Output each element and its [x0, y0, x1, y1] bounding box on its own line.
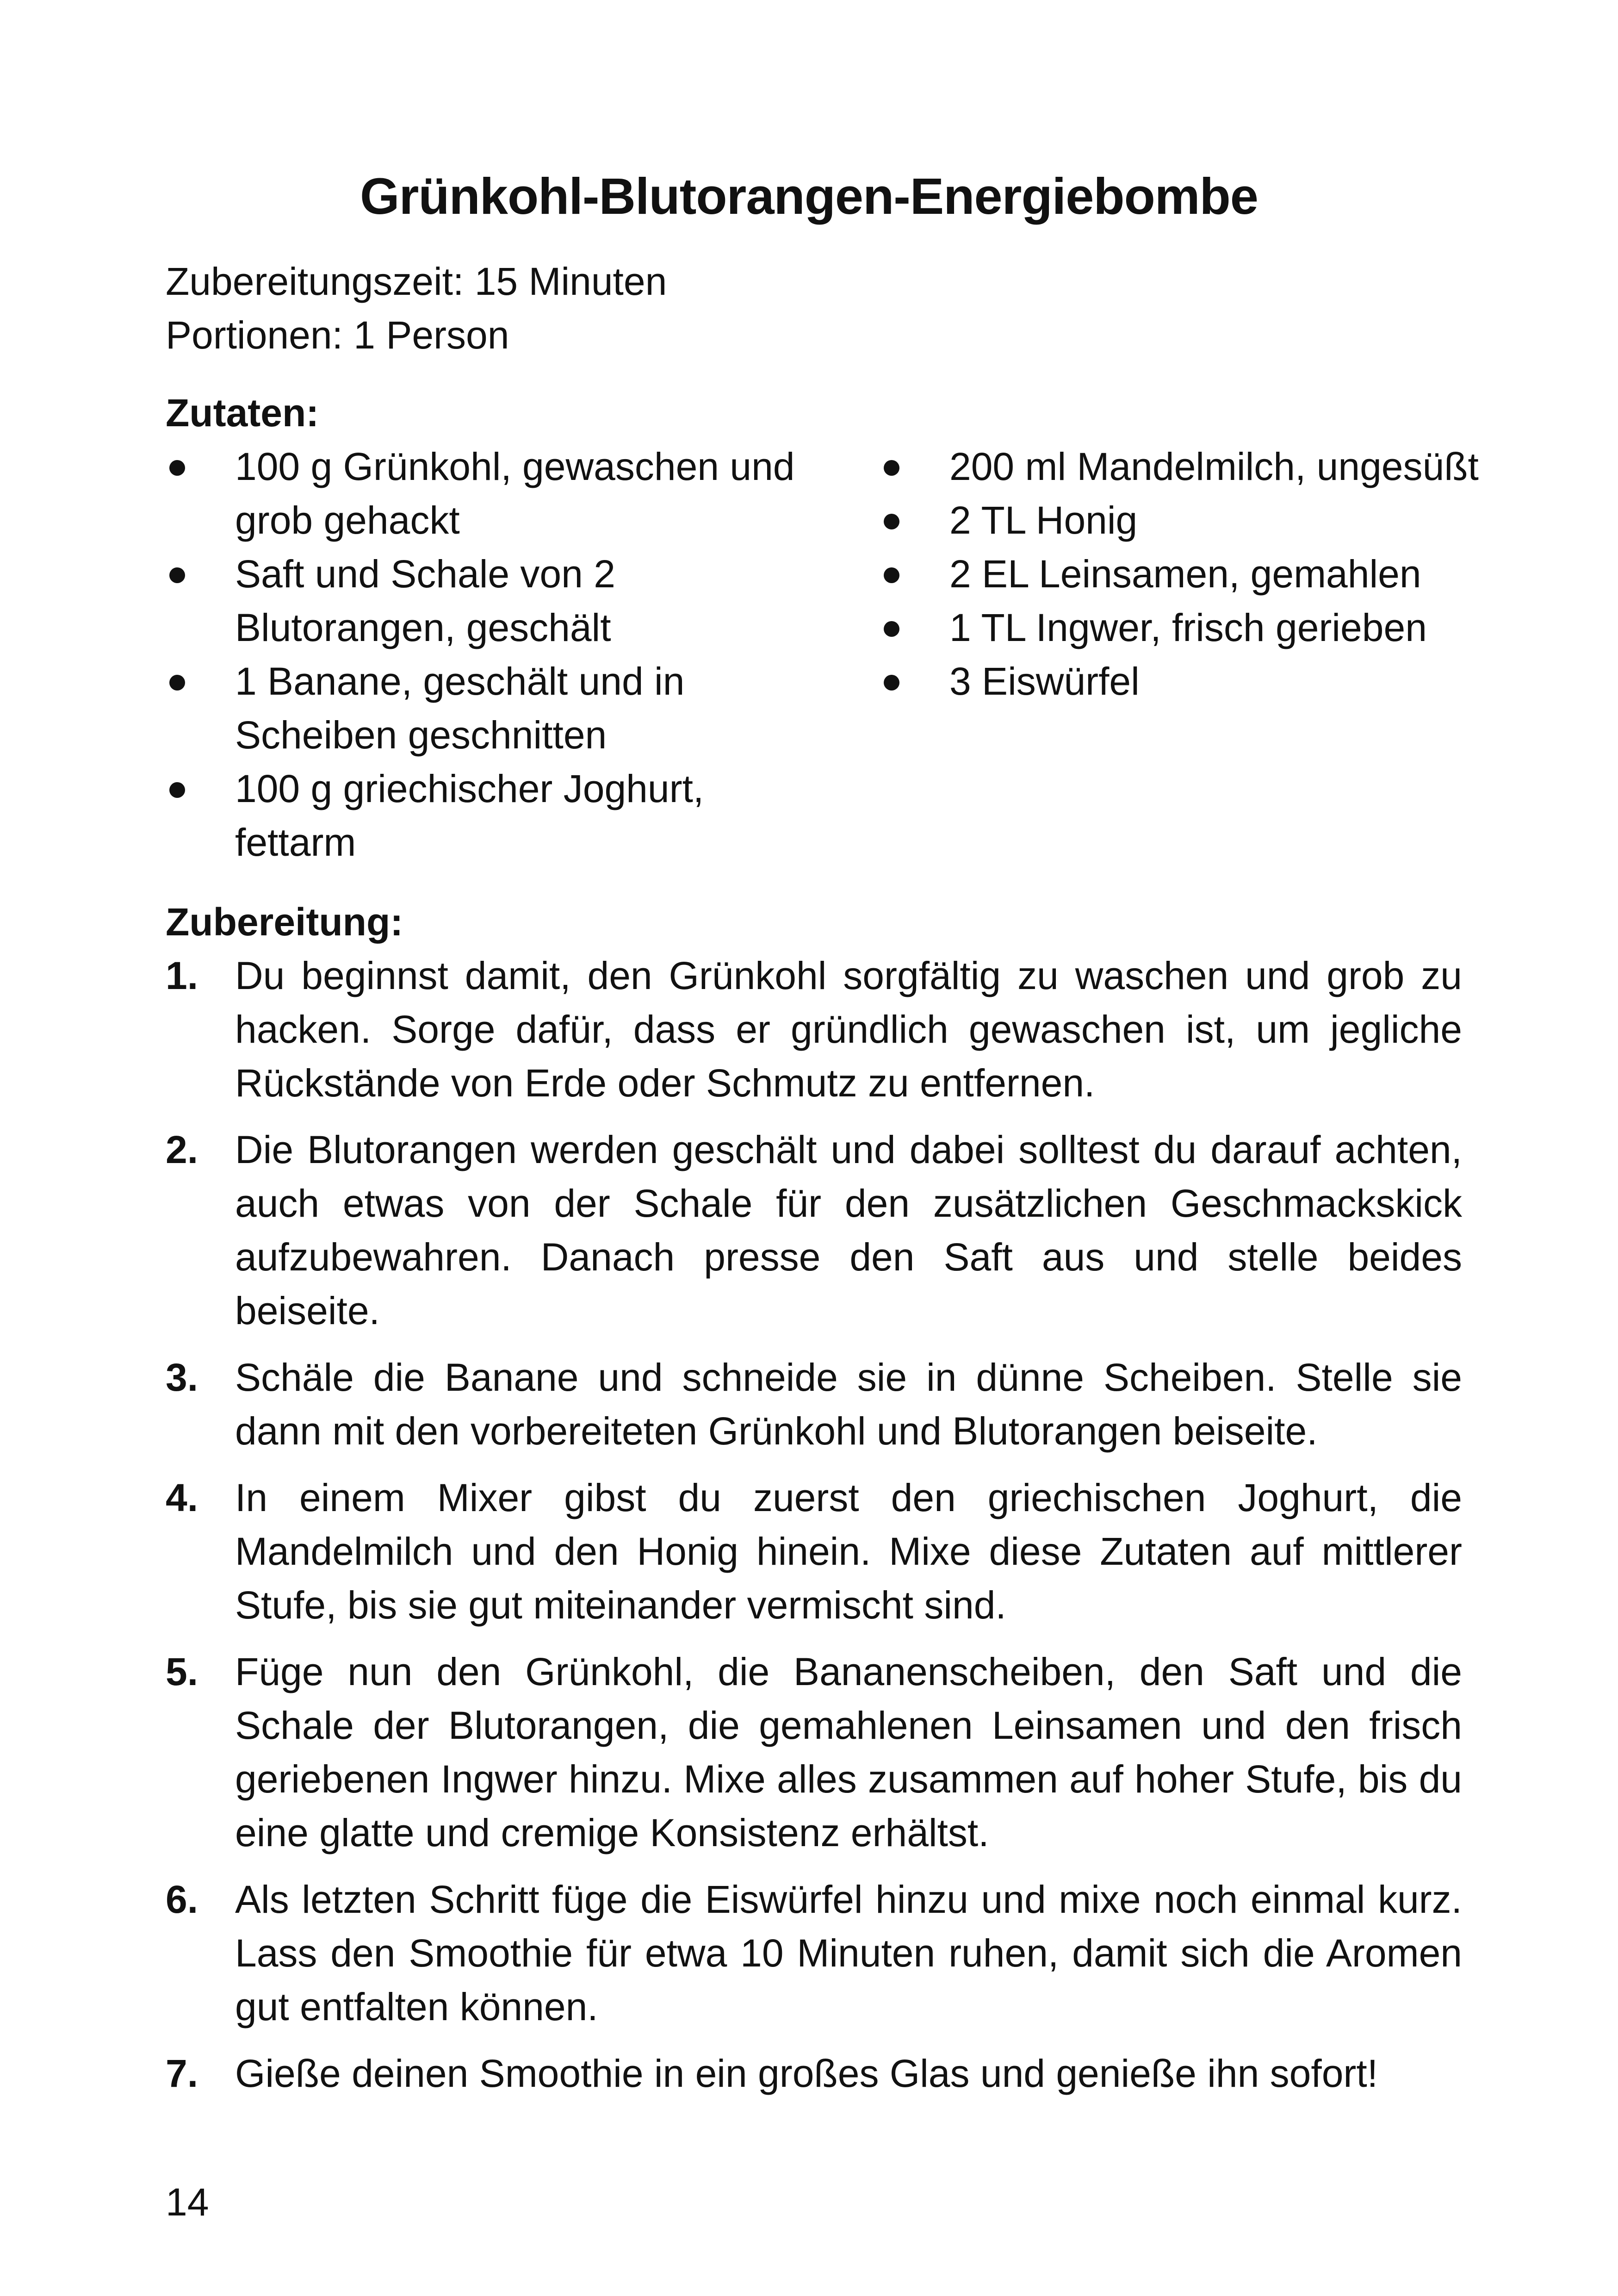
page-number: 14	[166, 2180, 209, 2224]
step-item	[166, 1350, 1462, 1458]
ingredient-item: 3 Eiswürfel	[949, 660, 1140, 703]
step-number: 1.	[166, 954, 198, 997]
step-item	[166, 1471, 1462, 1632]
ingredient-item: Saft und Schale von 2 Blutorangen, geschält	[235, 552, 615, 649]
step-number: 2.	[166, 1128, 198, 1171]
ingredient-item: 100 g griechischer Joghurt, fettarm	[235, 767, 704, 864]
step-number: 6.	[166, 1878, 198, 1921]
step-number: 4.	[166, 1476, 198, 1519]
recipe-title: Grünkohl-Blutorangen-Energiebombe	[360, 168, 1258, 225]
step-item	[166, 1645, 1462, 1860]
recipe-meta	[166, 255, 667, 362]
step-text: Als letzten Schritt füge die Eiswürfel hinzu und mixe noch einmal kurz. Lass den Smoothie für etwa 10 Minuten ruhen, damit sich die Aromen gut entfalten können.	[235, 1878, 1462, 2028]
step-number: 3.	[166, 1356, 198, 1399]
step-item	[166, 1123, 1462, 1338]
step-text: Die Blutorangen werden geschält und dabei solltest du darauf achten, auch etwas von der Schale für den zusätzlichen Geschmackskick aufzubewahren. Danach presse den Saft aus und stelle beides beiseite.	[235, 1128, 1462, 1332]
prep-time: Zubereitungszeit: 15 Minuten	[166, 260, 667, 303]
step-text: Du beginnst damit, den Grünkohl sorgfältig zu waschen und grob zu hacken. Sorge dafür, dass er gründlich gewaschen ist, um jegliche Rückstände von Erde oder Schmutz zu entfernen.	[235, 954, 1462, 1105]
step-item	[166, 1873, 1462, 2034]
step-text: Gieße deinen Smoothie in ein großes Glas und genieße ihn sofort!	[235, 2052, 1378, 2095]
ingredient-item: 1 TL Ingwer, frisch gerieben	[949, 606, 1427, 649]
step-text: Füge nun den Grünkohl, die Bananenscheiben, den Saft und die Schale der Blutorangen, die gemahlenen Leinsamen und den frisch geriebenen Ingwer hinzu. Mixe alles zusammen auf hoher Stufe, bis du eine glatte und cremige Konsistenz erhältst.	[235, 1650, 1462, 1854]
portions: Portionen: 1 Person	[166, 313, 509, 357]
ingredient-item: 2 EL Leinsamen, gemahlen	[949, 552, 1421, 596]
ingredient-item: 200 ml Mandelmilch, ungesüßt	[949, 445, 1479, 488]
step-number: 7.	[166, 2052, 198, 2095]
step-item	[166, 949, 1462, 1110]
ingredient-item: 2 TL Honig	[949, 498, 1138, 542]
preparation-heading: Zubereitung:	[166, 900, 403, 944]
ingredient-item: 1 Banane, geschält und in Scheiben geschnitten	[235, 660, 685, 757]
ingredients-list-left	[166, 440, 813, 869]
ingredient-item: 100 g Grünkohl, gewaschen und grob gehackt	[235, 445, 795, 542]
step-item	[166, 2047, 1462, 2100]
step-text: Schäle die Banane und schneide sie in dünne Scheiben. Stelle sie dann mit den vorbereiteten Grünkohl und Blutorangen beiseite.	[235, 1356, 1462, 1453]
step-number: 5.	[166, 1650, 198, 1693]
preparation-steps	[166, 949, 1462, 2113]
step-text: In einem Mixer gibst du zuerst den griechischen Joghurt, die Mandelmilch und den Honig hinein. Mixe diese Zutaten auf mittlerer Stufe, bis sie gut miteinander vermischt sind.	[235, 1476, 1462, 1627]
ingredients-list-right	[880, 440, 1505, 708]
ingredients-heading: Zutaten:	[166, 391, 319, 435]
